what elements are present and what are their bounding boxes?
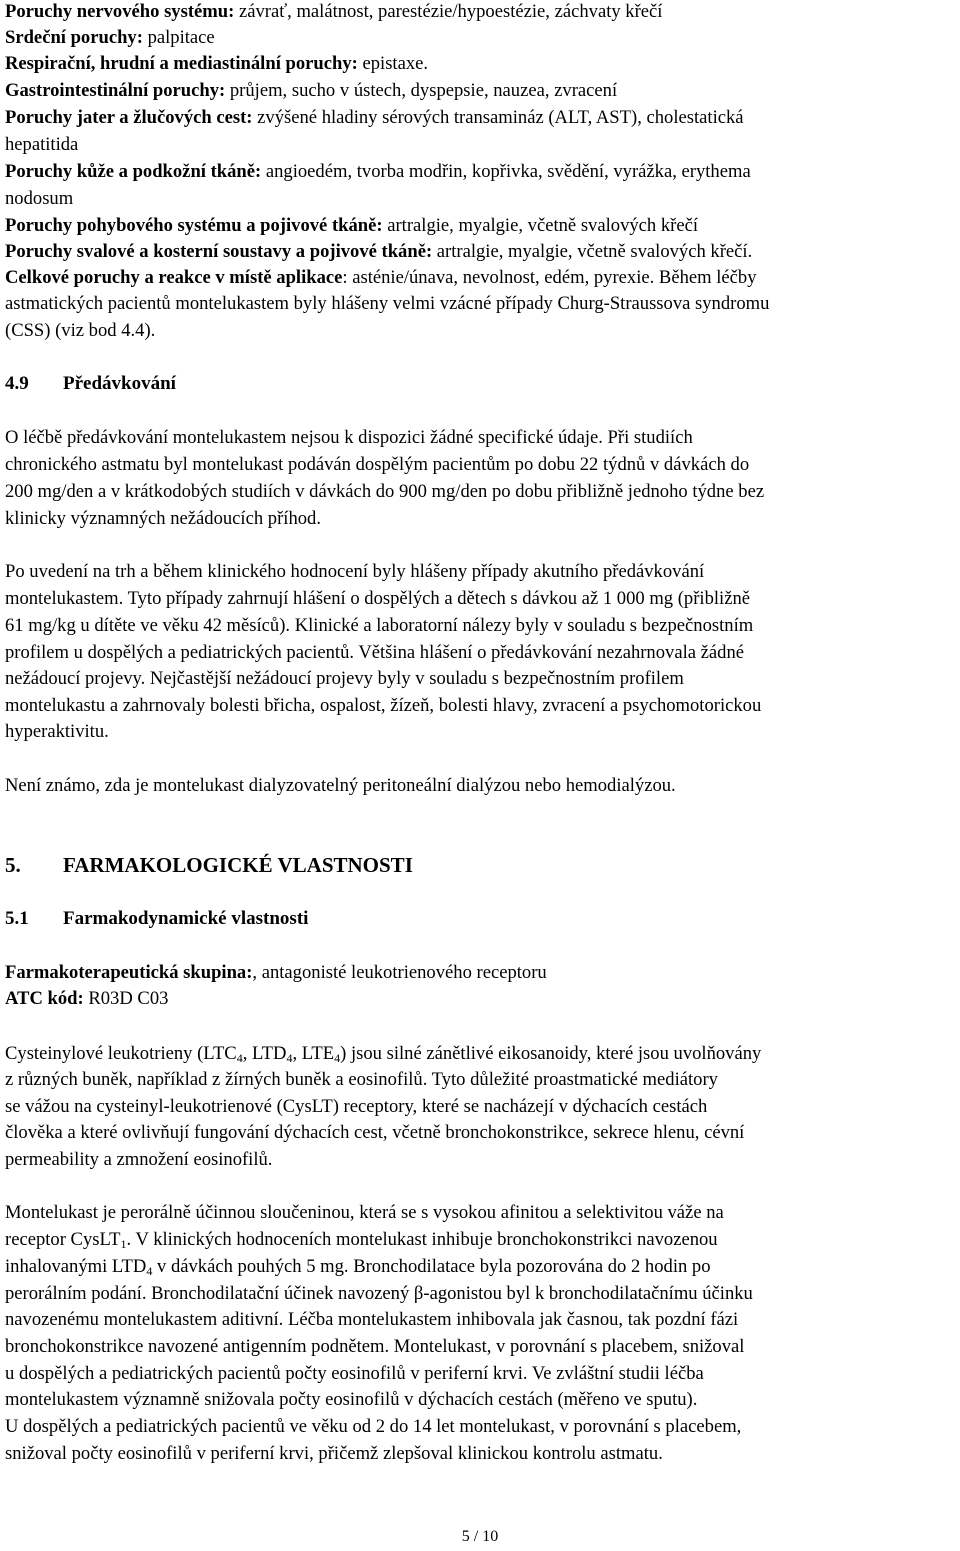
effect-line: (CSS) (viz bod 4.4). bbox=[5, 320, 156, 341]
effect-line: Srdeční poruchy: palpitace bbox=[5, 27, 215, 48]
paragraph-line: klinicky významných nežádoucích příhod. bbox=[5, 508, 321, 529]
paragraph-line: Po uvedení na trh a během klinického hodnocení byly hlášeny případy akutního předávkování bbox=[5, 561, 705, 582]
effect-line: hepatitida bbox=[5, 134, 79, 155]
paragraph-line: snižoval počty eosinofilů v periferní krvi, přičemž zlepšoval klinickou kontrolu astmatu. bbox=[5, 1443, 663, 1464]
effect-line: astmatických pacientů montelukastem byly hlášeny velmi vzácné případy Churg-Straussova syndromu bbox=[5, 293, 770, 314]
section-heading-5: 5. FARMAKOLOGICKÉ VLASTNOSTI bbox=[5, 853, 413, 877]
paragraph-line: permeability a zmnožení eosinofilů. bbox=[5, 1149, 273, 1170]
effect-line: Poruchy kůže a podkožní tkáně: angioedém, tvorba modřin, kopřivka, svědění, vyrážka, erythema bbox=[5, 161, 751, 182]
section-heading-5-1: 5.1 Farmakodynamické vlastnosti bbox=[5, 908, 309, 929]
paragraph-line: se vážou na cysteinyl-leukotrienové (CysLT) receptory, které se nacházejí v dýchacích cestách bbox=[5, 1096, 708, 1117]
paragraph-line: bronchokonstrikce navozené antigenním podnětem. Montelukast, v porovnání s placebem, snižoval bbox=[5, 1336, 745, 1357]
effect-line: nodosum bbox=[5, 188, 74, 209]
paragraph-line: inhalovanými $LTD_4$ v dávkách pouhých 5 mg. Bronchodilatace byla pozorována do 2 hodin po bbox=[5, 1256, 711, 1278]
paragraph-line: chronického astmatu byl montelukast podáván dospělým pacientům po dobu 22 týdnů v dávkách do bbox=[5, 454, 750, 475]
effect-line: Gastrointestinální poruchy: průjem, sucho v ústech, dyspepsie, nauzea, zvracení bbox=[5, 80, 618, 101]
paragraph-line: člověka a které ovlivňují fungování dýchacích cest, včetně bronchokonstrikce, sekrece hlenu, cévní bbox=[5, 1122, 745, 1143]
paragraph-line: montelukastem. Tyto případy zahrnují hlášení o dospělých a dětech s dávkou až 1 000 mg (přibližně bbox=[5, 588, 751, 609]
paragraph-line: U dospělých a pediatrických pacientů ve věku od 2 do 14 let montelukast, v porovnání s placebem, bbox=[5, 1416, 742, 1437]
paragraph-line: z různých buněk, například z žírných buněk a eosinofilů. Tyto důležité proastmatické mediátory bbox=[5, 1069, 718, 1090]
paragraph-line: u dospělých a pediatrických pacientů počty eosinofilů v periferní krvi. Ve zvláštní studii léčba bbox=[5, 1363, 704, 1384]
pharmacotherapeutic-group: Farmakoterapeutická skupina:, antagonisté leukotrienového receptoru bbox=[5, 962, 547, 983]
effect-line: Respirační, hrudní a mediastinální poruchy: epistaxe. bbox=[5, 53, 429, 74]
effect-line: Poruchy svalové a kosterní soustavy a pojivové tkáně: artralgie, myalgie, včetně svalových křečí. bbox=[5, 241, 753, 262]
paragraph-line: 200 mg/den a v krátkodobých studiích v dávkách do 900 mg/den po dobu přibližně jednoho týdne bez bbox=[5, 481, 765, 502]
paragraph-line: navozenému montelukastem aditivní. Léčba montelukastem inhibovala jak časnou, tak pozdní fázi bbox=[5, 1309, 739, 1330]
paragraph-line: montelukastem významně snižovala počty eosinofilů v dýchacích cestách (měřeno ve sputu). bbox=[5, 1389, 698, 1410]
paragraph-line: hyperaktivitu. bbox=[5, 721, 109, 742]
paragraph-line: 61 mg/kg u dítěte ve věku 42 měsíců). Klinické a laboratorní nálezy byly v souladu s bezpečnostním bbox=[5, 615, 754, 636]
paragraph-line: Cysteinylové leukotrieny ($LTC_4$, $LTD_4$, $LTE_4$) jsou silné zánětlivé eikosanoidy, které jsou uvolňovány bbox=[5, 1043, 762, 1065]
effect-line: Poruchy jater a žlučových cest: zvýšené hladiny sérových transamináz (ALT, AST), cholestatická bbox=[5, 107, 744, 128]
paragraph-line: montelukastu a zahrnovaly bolesti břicha, ospalost, žízeň, bolesti hlavy, zvracení a psychomotorickou bbox=[5, 695, 762, 716]
paragraph-line: profilem u dospělých a pediatrických pacientů. Většina hlášení o předávkování nezahrnovala žádné bbox=[5, 642, 744, 663]
effect-line: Poruchy nervového systému: závrať, malátnost, parestézie/hypoestézie, záchvaty křečí bbox=[5, 1, 663, 22]
page-number: 5 / 10 bbox=[461, 1528, 499, 1545]
paragraph-line: perorálním podání. Bronchodilatační účinek navozený β-agonistou byl k bronchodilatačnímu účinku bbox=[5, 1283, 753, 1304]
effect-line: Poruchy pohybového systému a pojivové tkáně: artralgie, myalgie, včetně svalových křečí bbox=[5, 215, 699, 236]
paragraph-line: nežádoucí projevy. Nejčastější nežádoucí projevy byly v souladu s bezpečnostním profilem bbox=[5, 668, 684, 689]
section-heading-4-9: 4.9 Předávkování bbox=[5, 373, 176, 394]
paragraph-line: Není známo, zda je montelukast dialyzovatelný peritoneální dialýzou nebo hemodialýzou. bbox=[5, 775, 676, 796]
effect-line: Celkové poruchy a reakce v místě aplikace: asténie/únava, nevolnost, edém, pyrexie. Během léčby bbox=[5, 267, 757, 288]
paragraph-line: Montelukast je perorálně účinnou sloučeninou, která se s vysokou afinitou a selektivitou váže na bbox=[5, 1202, 724, 1223]
atc-code: ATC kód: R03D C03 bbox=[5, 988, 169, 1009]
paragraph-line: O léčbě předávkování montelukastem nejsou k dispozici žádné specifické údaje. Při studiích bbox=[5, 427, 693, 448]
paragraph-line: receptor CysLT$_1$. V klinických hodnoceních montelukast inhibuje bronchokonstrikci navozenou bbox=[5, 1229, 718, 1251]
